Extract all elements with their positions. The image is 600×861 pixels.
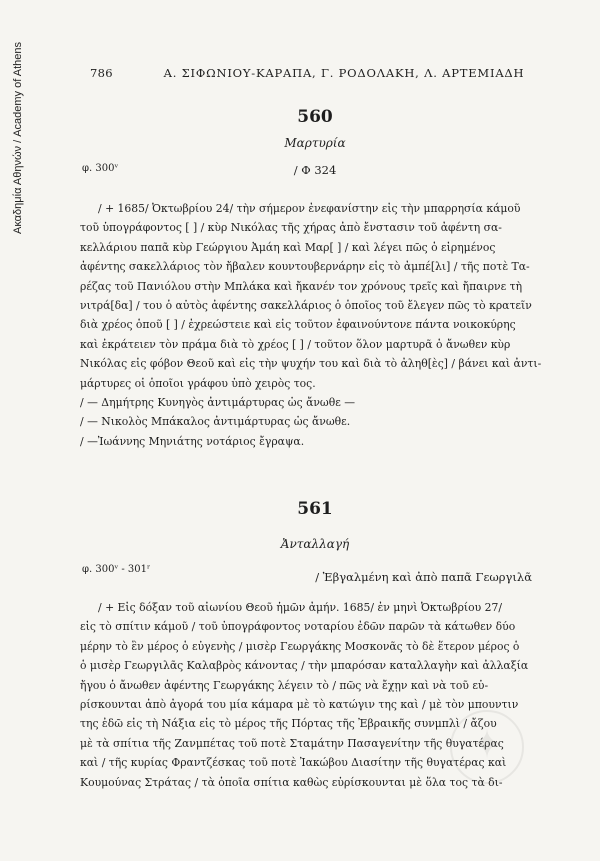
archive-sidebar	[4, 38, 32, 238]
text-line: νιτρά[δα] / του ὁ αὐτὸς ἀφέντης σακελλάριος ὁ ὁποῖος τοῦ ἔλεγεν πῶς τὸ κρατεῖν	[80, 299, 532, 313]
archive-sidebar-label: Ακαδημία Αθηνών / Academy of Athens	[12, 41, 24, 234]
document-560-signatures	[80, 393, 550, 451]
text-line: μὲ τὰ σπίτια τῆς Ζανμπέτας τοῦ ποτὲ Σταμάτην Πασαγενίτην τῆς θυγατέρας	[80, 736, 504, 750]
text-line: εἰς τὸ σπίτιν κάμοῦ / τοῦ ὑπογράφοντος νοταρίου ἐδῶν παρῶν τὰ κάτωθεν δύο	[80, 620, 516, 634]
text-line: καὶ ἐκράτειεν τὸν πράμα διὰ τὸ χρέος [ ] / τοῦτον ὅλον μαρτυρᾶ ὁ ἄνωθεν κὺρ	[80, 337, 511, 351]
text-line: ὁ μισὲρ Γεωργιλᾶς Καλαβρὸς κάνοντας / τὴν μπαρόσαν καταλλαγὴν καὶ ἀλλαξία	[80, 659, 529, 673]
text-line: / + 1685/ Ὀκτωβρίου 24/ τὴν σήμερον ἐνεφανίστην εἰς τὴν μπαρρησία κάμοῦ	[98, 202, 521, 215]
document-561-folio: φ. 300ᵛ - 301ʳ	[82, 564, 151, 575]
document-560-body	[80, 199, 550, 451]
signature-line: / —Ἰωάννης Μηνιάτης νοτάριος ἔγραψα.	[80, 434, 305, 448]
text-line: ἤγου ὁ ἄνωθεν ἀφέντης Γεωργάκης λέγειν τὸ / πῶς νὰ ἔχῃν καὶ νὰ τοῦ εὑ-	[80, 678, 489, 692]
signature-line: / — Δημήτρης Κυνηγὸς ἀντιμάρτυρας ὡς ἄνωθε —	[80, 396, 356, 410]
running-title: Α. ΣΙΦΩΝΙΟΥ-ΚΑΡΑΠΑ, Γ. ΡΟΔΟΛΑΚΗ, Λ. ΑΡΤΕΜΙΑΔΗ	[163, 66, 525, 80]
document-560-text	[80, 199, 550, 393]
text-line: μάρτυρες οἱ ὁποῖοι γράφου ὑπὸ χειρὸς τος.	[80, 376, 316, 390]
document-560-title: Μαρτυρία	[284, 136, 346, 150]
text-line: διὰ χρέος ὁποῦ [ ] / ἐχρεώστειε καὶ εἰς τοῦτον ἐφαινούντονε πάντα νοικοκύρης	[80, 318, 516, 332]
text-line: ρίσκουνται ἀπὸ ἀγορά του μία κάμαρα μὲ τὸ κατώγιν της καὶ / μὲ τὸν μπουντιν	[80, 698, 519, 712]
text-line: Κουμούνας Στράτας / τὰ ὁποῖα σπίτια καθὼς εὑρίσκουνται μὲ ὅλα τος τὰ δι-	[80, 775, 503, 789]
text-line: ρέζας τοῦ Πανιόλου στὴν Μπλάκα καὶ ἤκανέν τον χρόνους τρεῖς καὶ ἤπαιρνε τὴ	[80, 279, 523, 293]
text-line: κελλάριου παπᾶ κὺρ Γεώργιου Ἀμάη καὶ Μαρ[ ] / καὶ λέγει πῶς ὁ εἰρημένος	[80, 240, 496, 254]
signature-line: / — Νικολὸς Μπάκαλος ἀντιμάρτυρας ὡς ἄνωθε.	[80, 415, 351, 429]
text-line: καὶ / τῆς κυρίας Φραντζέσκας τοῦ ποτὲ Ἰακώβου Διασίτην τῆς θυγατέρας καὶ	[80, 756, 507, 770]
page-number: 786	[90, 66, 113, 80]
document-561-reference: / Ἐβγαλμένη καὶ ἀπὸ παπᾶ Γεωργιλᾶ	[315, 570, 532, 584]
text-line: της ἐδῶ εἰς τὴ Νάξια εἰς τὸ μέρος τῆς Πόρτας τῆς Ἐβραικῆς συνμπλὶ / ἄζου	[80, 717, 497, 731]
text-line: ἀφέντης σακελλάριος τὸν ἤβαλεν κουντουβερνάρην εἰς τὸ ἀμπέ[λι] / τῆς ποτὲ Τα-	[80, 260, 530, 274]
text-line: μέρην τὸ ἓν μέρος ὁ εὐγενὴς / μισὲρ Γεωργάκης Μοσκονᾶς τὸ δὲ ἕτερον μέρος ὁ	[80, 639, 520, 653]
text-line: / + Εἰς δόξαν τοῦ αἰωνίου Θεοῦ ἡμῶν ἀμήν. 1685/ ἐν μηνὶ Ὀκτωβρίου 27/	[98, 601, 503, 614]
text-line: τοῦ ὑπογράφοντος [ ] / κὺρ Νικόλας τῆς χήρας ἀπὸ ἔνστασιν τοῦ ἀφέντη σα-	[80, 221, 502, 235]
document-561-number: 561	[297, 499, 333, 519]
document-561-title: Ἀνταλλαγή	[280, 537, 350, 551]
document-560-reference: / Φ 324	[293, 163, 337, 177]
text-line: Νικόλας εἰς φόβον Θεοῦ καὶ εἰς τὴν ψυχήν του καὶ διὰ τὸ ἀληθ[ὲς] / βάνει καὶ ἀντι-	[80, 357, 542, 371]
document-560-folio: φ. 300ᵛ	[82, 163, 119, 174]
document-560-number: 560	[297, 107, 333, 127]
academy-watermark-icon: ✦	[450, 710, 524, 784]
